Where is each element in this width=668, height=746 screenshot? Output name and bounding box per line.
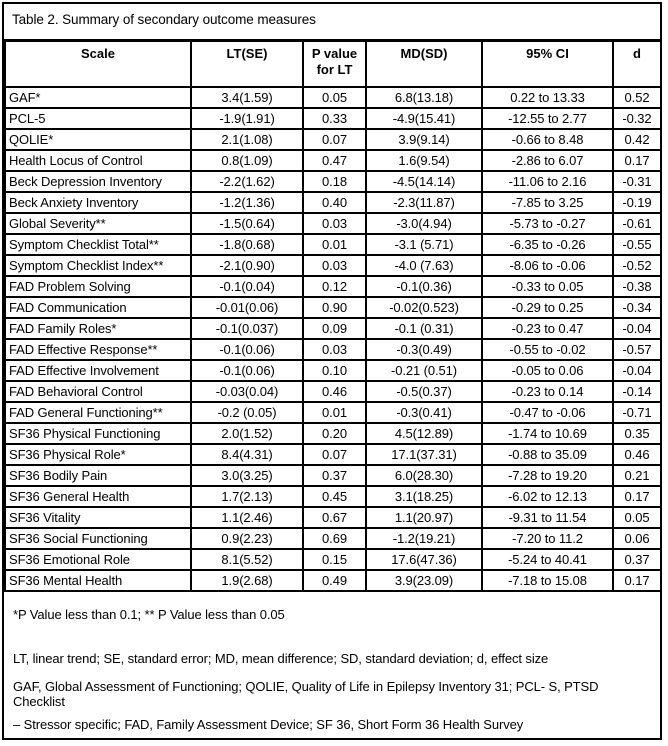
cell-scale: FAD Family Roles*	[5, 318, 191, 339]
cell-md-sd: -0.21 (0.51)	[366, 360, 482, 381]
cell-lt-se: 0.8(1.09)	[191, 150, 303, 171]
cell-scale: FAD Effective Response**	[5, 339, 191, 360]
cell-lt-se: 1.7(2.13)	[191, 486, 303, 507]
table-row	[5, 318, 661, 339]
cell-scale: SF36 Emotional Role	[5, 549, 191, 570]
cell-p-value-for-lt: 0.69	[303, 528, 366, 549]
cell-ci-95: -0.29 to 0.25	[482, 297, 613, 318]
table-row	[5, 150, 661, 171]
table-title: Table 2. Summary of secondary outcome measures	[4, 4, 660, 40]
cell-md-sd: -0.02(0.523)	[366, 297, 482, 318]
cell-d: 0.21	[613, 465, 661, 486]
cell-p-value-for-lt: 0.45	[303, 486, 366, 507]
cell-scale: FAD General Functioning**	[5, 402, 191, 423]
cell-p-value-for-lt: 0.67	[303, 507, 366, 528]
cell-lt-se: 2.1(1.08)	[191, 129, 303, 150]
cell-scale: SF36 General Health	[5, 486, 191, 507]
cell-scale: SF36 Vitality	[5, 507, 191, 528]
table-row	[5, 381, 661, 402]
outcomes-table	[4, 40, 662, 592]
cell-lt-se: -0.1(0.06)	[191, 339, 303, 360]
cell-ci-95: -5.73 to -0.27	[482, 213, 613, 234]
cell-lt-se: -2.1(0.90)	[191, 255, 303, 276]
cell-d: -0.31	[613, 171, 661, 192]
cell-p-value-for-lt: 0.05	[303, 87, 366, 108]
cell-scale: FAD Behavioral Control	[5, 381, 191, 402]
column-header-p-value-for-lt: P value for LT	[303, 41, 366, 87]
cell-p-value-for-lt: 0.46	[303, 381, 366, 402]
cell-lt-se: -0.1(0.04)	[191, 276, 303, 297]
cell-d: 0.17	[613, 150, 661, 171]
cell-d: -0.34	[613, 297, 661, 318]
cell-md-sd: 3.9(9.14)	[366, 129, 482, 150]
cell-lt-se: 1.1(2.46)	[191, 507, 303, 528]
cell-p-value-for-lt: 0.03	[303, 339, 366, 360]
cell-p-value-for-lt: 0.15	[303, 549, 366, 570]
cell-p-value-for-lt: 0.01	[303, 402, 366, 423]
cell-ci-95: -0.05 to 0.06	[482, 360, 613, 381]
cell-lt-se: -1.9(1.91)	[191, 108, 303, 129]
cell-ci-95: -0.55 to -0.02	[482, 339, 613, 360]
cell-md-sd: -2.3(11.87)	[366, 192, 482, 213]
cell-md-sd: -3.0(4.94)	[366, 213, 482, 234]
cell-p-value-for-lt: 0.01	[303, 234, 366, 255]
cell-d: 0.17	[613, 570, 661, 591]
cell-ci-95: -11.06 to 2.16	[482, 171, 613, 192]
table-header	[5, 41, 661, 87]
footnote-significance: *P Value less than 0.1; ** P Value less than 0.05	[13, 607, 285, 622]
cell-lt-se: 2.0(1.52)	[191, 423, 303, 444]
cell-md-sd: -0.5(0.37)	[366, 381, 482, 402]
table-row	[5, 444, 661, 465]
cell-lt-se: 1.9(2.68)	[191, 570, 303, 591]
cell-d: -0.61	[613, 213, 661, 234]
cell-p-value-for-lt: 0.03	[303, 213, 366, 234]
cell-d: 0.05	[613, 507, 661, 528]
cell-md-sd: -0.3(0.49)	[366, 339, 482, 360]
cell-scale: FAD Effective Involvement	[5, 360, 191, 381]
cell-md-sd: -4.5(14.14)	[366, 171, 482, 192]
table-row	[5, 360, 661, 381]
cell-lt-se: -2.2(1.62)	[191, 171, 303, 192]
cell-p-value-for-lt: 0.09	[303, 318, 366, 339]
cell-p-value-for-lt: 0.10	[303, 360, 366, 381]
cell-lt-se: 8.4(4.31)	[191, 444, 303, 465]
footnote-stat-abbreviations: LT, linear trend; SE, standard error; MD, mean difference; SD, standard deviation; d, effect size	[13, 651, 549, 666]
cell-ci-95: -0.33 to 0.05	[482, 276, 613, 297]
cell-p-value-for-lt: 0.49	[303, 570, 366, 591]
cell-p-value-for-lt: 0.03	[303, 255, 366, 276]
cell-p-value-for-lt: 0.07	[303, 129, 366, 150]
cell-ci-95: -12.55 to 2.77	[482, 108, 613, 129]
cell-ci-95: -7.85 to 3.25	[482, 192, 613, 213]
table-row	[5, 297, 661, 318]
column-header-d: d	[613, 41, 661, 87]
cell-ci-95: -1.74 to 10.69	[482, 423, 613, 444]
table-row	[5, 234, 661, 255]
cell-lt-se: 0.9(2.23)	[191, 528, 303, 549]
cell-p-value-for-lt: 0.47	[303, 150, 366, 171]
table-row	[5, 213, 661, 234]
cell-md-sd: -1.2(19.21)	[366, 528, 482, 549]
table-row	[5, 108, 661, 129]
table-row	[5, 507, 661, 528]
cell-p-value-for-lt: 0.33	[303, 108, 366, 129]
cell-md-sd: -0.1(0.36)	[366, 276, 482, 297]
cell-d: -0.71	[613, 402, 661, 423]
cell-scale: SF36 Social Functioning	[5, 528, 191, 549]
cell-d: 0.17	[613, 486, 661, 507]
cell-p-value-for-lt: 0.12	[303, 276, 366, 297]
cell-ci-95: -8.06 to -0.06	[482, 255, 613, 276]
cell-lt-se: 3.0(3.25)	[191, 465, 303, 486]
cell-ci-95: -0.47 to -0.06	[482, 402, 613, 423]
cell-ci-95: -0.66 to 8.48	[482, 129, 613, 150]
cell-d: -0.38	[613, 276, 661, 297]
cell-d: 0.46	[613, 444, 661, 465]
cell-d: -0.04	[613, 318, 661, 339]
cell-p-value-for-lt: 0.07	[303, 444, 366, 465]
cell-ci-95: -0.23 to 0.47	[482, 318, 613, 339]
cell-md-sd: 1.1(20.97)	[366, 507, 482, 528]
cell-lt-se: -1.5(0.64)	[191, 213, 303, 234]
cell-md-sd: 4.5(12.89)	[366, 423, 482, 444]
cell-scale: Global Severity**	[5, 213, 191, 234]
column-header-scale: Scale	[5, 41, 191, 87]
table-frame	[2, 2, 662, 740]
table-row	[5, 423, 661, 444]
cell-scale: Health Locus of Control	[5, 150, 191, 171]
cell-lt-se: 8.1(5.52)	[191, 549, 303, 570]
cell-scale: QOLIE*	[5, 129, 191, 150]
cell-md-sd: 1.6(9.54)	[366, 150, 482, 171]
cell-d: 0.42	[613, 129, 661, 150]
cell-ci-95: -9.31 to 11.54	[482, 507, 613, 528]
cell-md-sd: 17.1(37.31)	[366, 444, 482, 465]
cell-scale: SF36 Physical Role*	[5, 444, 191, 465]
table-row	[5, 486, 661, 507]
cell-scale: FAD Communication	[5, 297, 191, 318]
table-row	[5, 528, 661, 549]
cell-ci-95: -7.18 to 15.08	[482, 570, 613, 591]
cell-scale: GAF*	[5, 87, 191, 108]
cell-p-value-for-lt: 0.20	[303, 423, 366, 444]
cell-p-value-for-lt: 0.90	[303, 297, 366, 318]
cell-lt-se: -0.03(0.04)	[191, 381, 303, 402]
cell-p-value-for-lt: 0.40	[303, 192, 366, 213]
footnote-scale-abbreviations-line1: GAF, Global Assessment of Functioning; QOLIE, Quality of Life in Epilepsy Inventory 31; PCL- S, PTSD Checklist	[13, 679, 599, 709]
cell-d: 0.37	[613, 549, 661, 570]
cell-d: -0.19	[613, 192, 661, 213]
cell-md-sd: -4.0 (7.63)	[366, 255, 482, 276]
cell-d: -0.14	[613, 381, 661, 402]
cell-scale: Beck Anxiety Inventory	[5, 192, 191, 213]
cell-lt-se: -0.01(0.06)	[191, 297, 303, 318]
cell-md-sd: -4.9(15.41)	[366, 108, 482, 129]
cell-d: -0.32	[613, 108, 661, 129]
cell-lt-se: -1.8(0.68)	[191, 234, 303, 255]
cell-d: 0.35	[613, 423, 661, 444]
cell-lt-se: -0.2 (0.05)	[191, 402, 303, 423]
table-row	[5, 192, 661, 213]
cell-d: 0.52	[613, 87, 661, 108]
cell-p-value-for-lt: 0.18	[303, 171, 366, 192]
table-row	[5, 465, 661, 486]
cell-d: 0.06	[613, 528, 661, 549]
column-header-ci-95: 95% CI	[482, 41, 613, 87]
cell-md-sd: 6.8(13.18)	[366, 87, 482, 108]
cell-d: -0.04	[613, 360, 661, 381]
table-row	[5, 339, 661, 360]
cell-ci-95: -6.35 to -0.26	[482, 234, 613, 255]
cell-md-sd: -0.1 (0.31)	[366, 318, 482, 339]
table-row	[5, 402, 661, 423]
cell-lt-se: 3.4(1.59)	[191, 87, 303, 108]
cell-md-sd: 6.0(28.30)	[366, 465, 482, 486]
cell-scale: SF36 Physical Functioning	[5, 423, 191, 444]
cell-md-sd: 3.9(23.09)	[366, 570, 482, 591]
cell-ci-95: -6.02 to 12.13	[482, 486, 613, 507]
table-row	[5, 171, 661, 192]
cell-scale: Symptom Checklist Index**	[5, 255, 191, 276]
cell-lt-se: -0.1(0.06)	[191, 360, 303, 381]
cell-md-sd: -3.1 (5.71)	[366, 234, 482, 255]
cell-scale: SF36 Bodily Pain	[5, 465, 191, 486]
cell-scale: Symptom Checklist Total**	[5, 234, 191, 255]
cell-ci-95: -0.23 to 0.14	[482, 381, 613, 402]
cell-d: -0.52	[613, 255, 661, 276]
column-header-lt-se: LT(SE)	[191, 41, 303, 87]
cell-ci-95: -7.28 to 19.20	[482, 465, 613, 486]
table-row	[5, 570, 661, 591]
cell-md-sd: 17.6(47.36)	[366, 549, 482, 570]
cell-d: -0.55	[613, 234, 661, 255]
cell-ci-95: -5.24 to 40.41	[482, 549, 613, 570]
cell-d: -0.57	[613, 339, 661, 360]
cell-ci-95: -0.88 to 35.09	[482, 444, 613, 465]
cell-scale: SF36 Mental Health	[5, 570, 191, 591]
table-body	[5, 87, 661, 591]
cell-ci-95: 0.22 to 13.33	[482, 87, 613, 108]
cell-scale: FAD Problem Solving	[5, 276, 191, 297]
cell-scale: PCL-5	[5, 108, 191, 129]
table-row	[5, 129, 661, 150]
table-row	[5, 87, 661, 108]
cell-ci-95: -2.86 to 6.07	[482, 150, 613, 171]
table-row	[5, 255, 661, 276]
cell-scale: Beck Depression Inventory	[5, 171, 191, 192]
header-row	[5, 41, 661, 87]
cell-md-sd: 3.1(18.25)	[366, 486, 482, 507]
column-header-md-sd: MD(SD)	[366, 41, 482, 87]
cell-lt-se: -0.1(0.037)	[191, 318, 303, 339]
cell-ci-95: -7.20 to 11.2	[482, 528, 613, 549]
table-row	[5, 276, 661, 297]
cell-p-value-for-lt: 0.37	[303, 465, 366, 486]
footnotes	[4, 607, 660, 732]
cell-lt-se: -1.2(1.36)	[191, 192, 303, 213]
table-row	[5, 549, 661, 570]
footnote-scale-abbreviations-line2: – Stressor specific; FAD, Family Assessment Device; SF 36, Short Form 36 Health Survey	[13, 717, 524, 732]
cell-md-sd: -0.3(0.41)	[366, 402, 482, 423]
